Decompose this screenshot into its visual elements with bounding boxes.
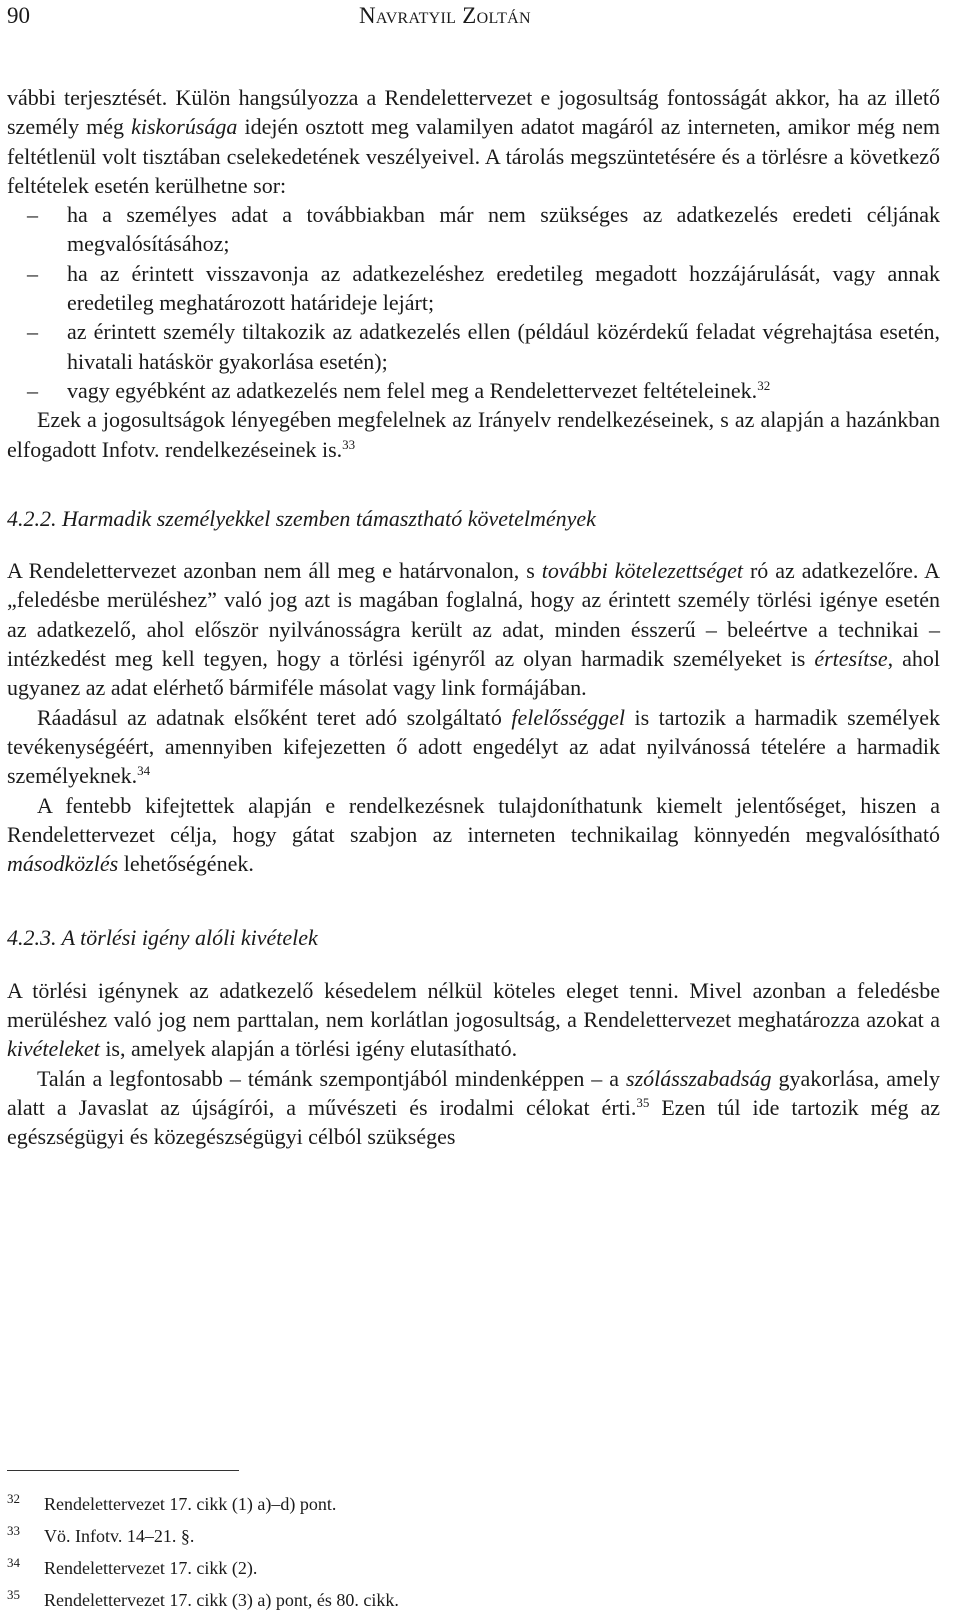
footnote — [7, 1557, 940, 1589]
section-heading: 4.2.2. Harmadik személyekkel szemben támasztható követelmények — [7, 505, 596, 531]
footnote-number: 34 — [7, 1555, 20, 1570]
conditions-list — [7, 200, 940, 405]
list-item: – ha az érintett visszavonja az adatkezeléshez eredetileg megadott hozzájárulását, vagy annak eredetileg meghatározott határideje lejárt; — [27, 260, 940, 316]
footnote-text: Vö. Infotv. 14–21. §. — [44, 1526, 195, 1546]
main-text — [7, 83, 940, 1152]
footnote-ref[interactable]: 35 — [636, 1094, 650, 1110]
footnote-ref[interactable]: 32 — [757, 377, 771, 393]
paragraph-2: Ezek a jogosultságok lényegében megfelelnek az Irányelv rendelkezéseinek, s az alapján a hazánkban elfogadott Infotv. rendelkezéseinek is.$^{33}$ — [7, 407, 940, 462]
list-item: – ha a személyes adat a továbbiakban már nem szükséges az adatkezelés eredeti céljának megvalósításához; — [27, 202, 940, 257]
running-head — [7, 0, 940, 40]
footnotes — [7, 1470, 940, 1621]
paragraph-4: Ráadásul az adatnak elsőként teret adó szolgáltató felelősséggel is tartozik a harmadik személyek tevékenységéért, amennyiben kifejezetten ő adott engedélyt az adat nyilvánossá tételére a harmadik személyeknek.$^{34}$ — [7, 704, 940, 789]
footnote-number: 35 — [7, 1587, 20, 1602]
footnote-number: 32 — [7, 1491, 20, 1506]
list-item: – vagy egyébként az adatkezelés nem felel meg a Rendelettervezet feltételeinek.$^{32}$ — [27, 377, 771, 403]
paragraph-5: A fentebb kifejtettek alapján e rendelkezésnek tulajdoníthatunk kiemelt jelentőséget, hiszen a Rendelettervezet célja, hogy gátat szabjon az interneten technikailag könnyedén megvalósítható másodközlés lehetőségének. — [7, 792, 940, 877]
paragraph-3: A Rendelettervezet azonban nem áll meg e határvonalon, s további kötelezettséget ró az adatkezelőre. A „feledésbe merüléshez” való jog azt is magában foglalná, hogy az érintett személy törlési igénye esetén az adatkezelő, ahol először nyilvánosságra került az adat, minden ésszerű – beleértve a technikai – intézkedést meg kell tegyen, hogy a törlési igényről az olyan harmadik személyeket is értesítse, ahol ugyanez az adat elérhető bármiféle másolat vagy link formájában. — [7, 558, 941, 701]
footnote — [7, 1589, 940, 1621]
footnote-text: Rendelettervezet 17. cikk (2). — [44, 1558, 258, 1578]
footnote-divider — [7, 1470, 239, 1471]
list-item: – az érintett személy tiltakozik az adatkezelés ellen (például közérdekű feladat végrehajtása esetén, hivatali hatáskör gyakorlása esetén); — [27, 319, 940, 374]
footnote — [7, 1493, 940, 1525]
footnote-text: Rendelettervezet 17. cikk (1) a)–d) pont. — [44, 1494, 337, 1514]
paragraph-1: vábbi terjesztését. Külön hangsúlyozza a Rendelettervezet e jogosultság fontosságát akkor, ha az illető személy még kiskorúsága idején osztott meg valamilyen adatot magáról az interneten, amikor még nem feltétlenül volt tisztában cselekedetének veszélyeivel. A tárolás megszüntetésére és a törlésre a következő feltételek esetén kerülhetne sor: — [7, 85, 940, 198]
footnote-text: Rendelettervezet 17. cikk (3) a) pont, és 80. cikk. — [44, 1590, 399, 1610]
footnote-number: 33 — [7, 1523, 20, 1538]
running-head-author: Navratyil Zoltán — [359, 3, 531, 28]
section-heading: 4.2.3. A törlési igény alóli kivételek — [7, 925, 318, 951]
footnote-ref[interactable]: 34 — [137, 763, 151, 779]
footnote — [7, 1525, 940, 1557]
footnote-ref[interactable]: 33 — [342, 436, 356, 452]
paragraph-7: Talán a legfontosabb – témánk szempontjából mindenképpen – a szólásszabadság gyakorlása, amely alatt a Javaslat az újságírói, a művészeti és irodalmi célokat érti.$^{35}$ Ezen túl ide tartozik még az egészségügyi és közegészségügyi célból szükséges — [7, 1065, 940, 1150]
paragraph-6: A törlési igénynek az adatkezelő késedelem nélkül köteles eleget tenni. Mivel azonban a feledésbe merüléshez való jog nem parttalan, nem korlátlan jogosultság, a Rendelettervezet meghatározza azokat a kivételeket is, amelyek alapján a törlési igény elutasítható. — [7, 977, 940, 1062]
page-number: 90 — [7, 3, 30, 28]
book-page — [7, 0, 940, 40]
